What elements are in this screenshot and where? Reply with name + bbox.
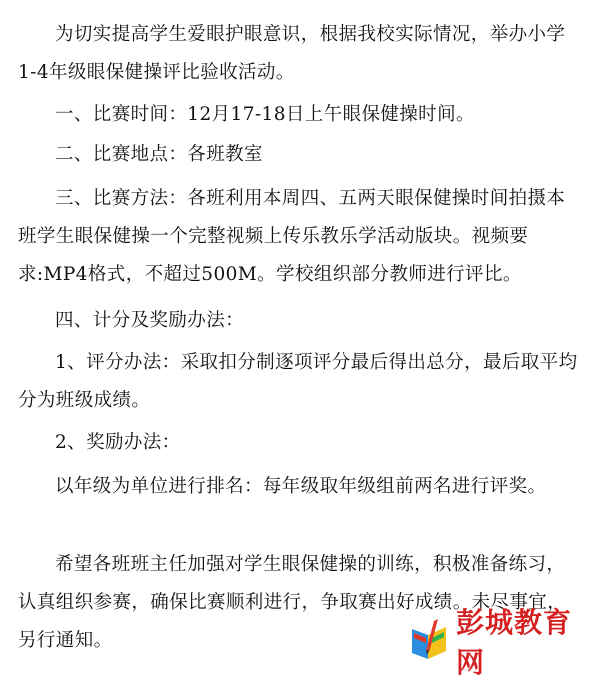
paragraph-method: 三、比赛方法：各班利用本周四、五两天眼保健操时间拍摄本班学生眼保健操一个完整视频上传乐教乐学活动版块。视频要求:MP4格式，不超过500M。学校组织部分教师进行评比。 (18, 188, 566, 285)
paragraph-reward-heading: 2、奖励办法： (55, 432, 181, 453)
paragraph-time: 一、比赛时间：12月17-18日上午眼保健操时间。 (55, 104, 475, 125)
paragraph-reward-detail: 以年级为单位进行排名：每年级取年级组前两名进行评奖。 (55, 476, 547, 497)
book-pencil-logo-icon (408, 619, 452, 663)
paragraph-intro: 为切实提高学生爱眼护眼意识，根据我校实际情况，举办小学1-4年级眼保健操评比验收活动。 (18, 24, 566, 83)
site-watermark (408, 606, 594, 679)
paragraph-closing: 希望各班班主任加强对学生眼保健操的训练，积极准备练习，认真组织参赛，确保比赛顺利进行，争取赛出好成绩。未尽事宜，另行通知。 (18, 554, 567, 651)
paragraph-scoring-heading: 四、计分及奖励办法： (55, 310, 245, 331)
watermark-text: 彭城教育网 (456, 606, 573, 679)
paragraph-scoring-method: 1、评分办法：采取扣分制逐项评分最后得出总分，最后取平均分为班级成绩。 (18, 352, 578, 411)
paragraph-place: 二、比赛地点：各班教室 (55, 144, 263, 165)
